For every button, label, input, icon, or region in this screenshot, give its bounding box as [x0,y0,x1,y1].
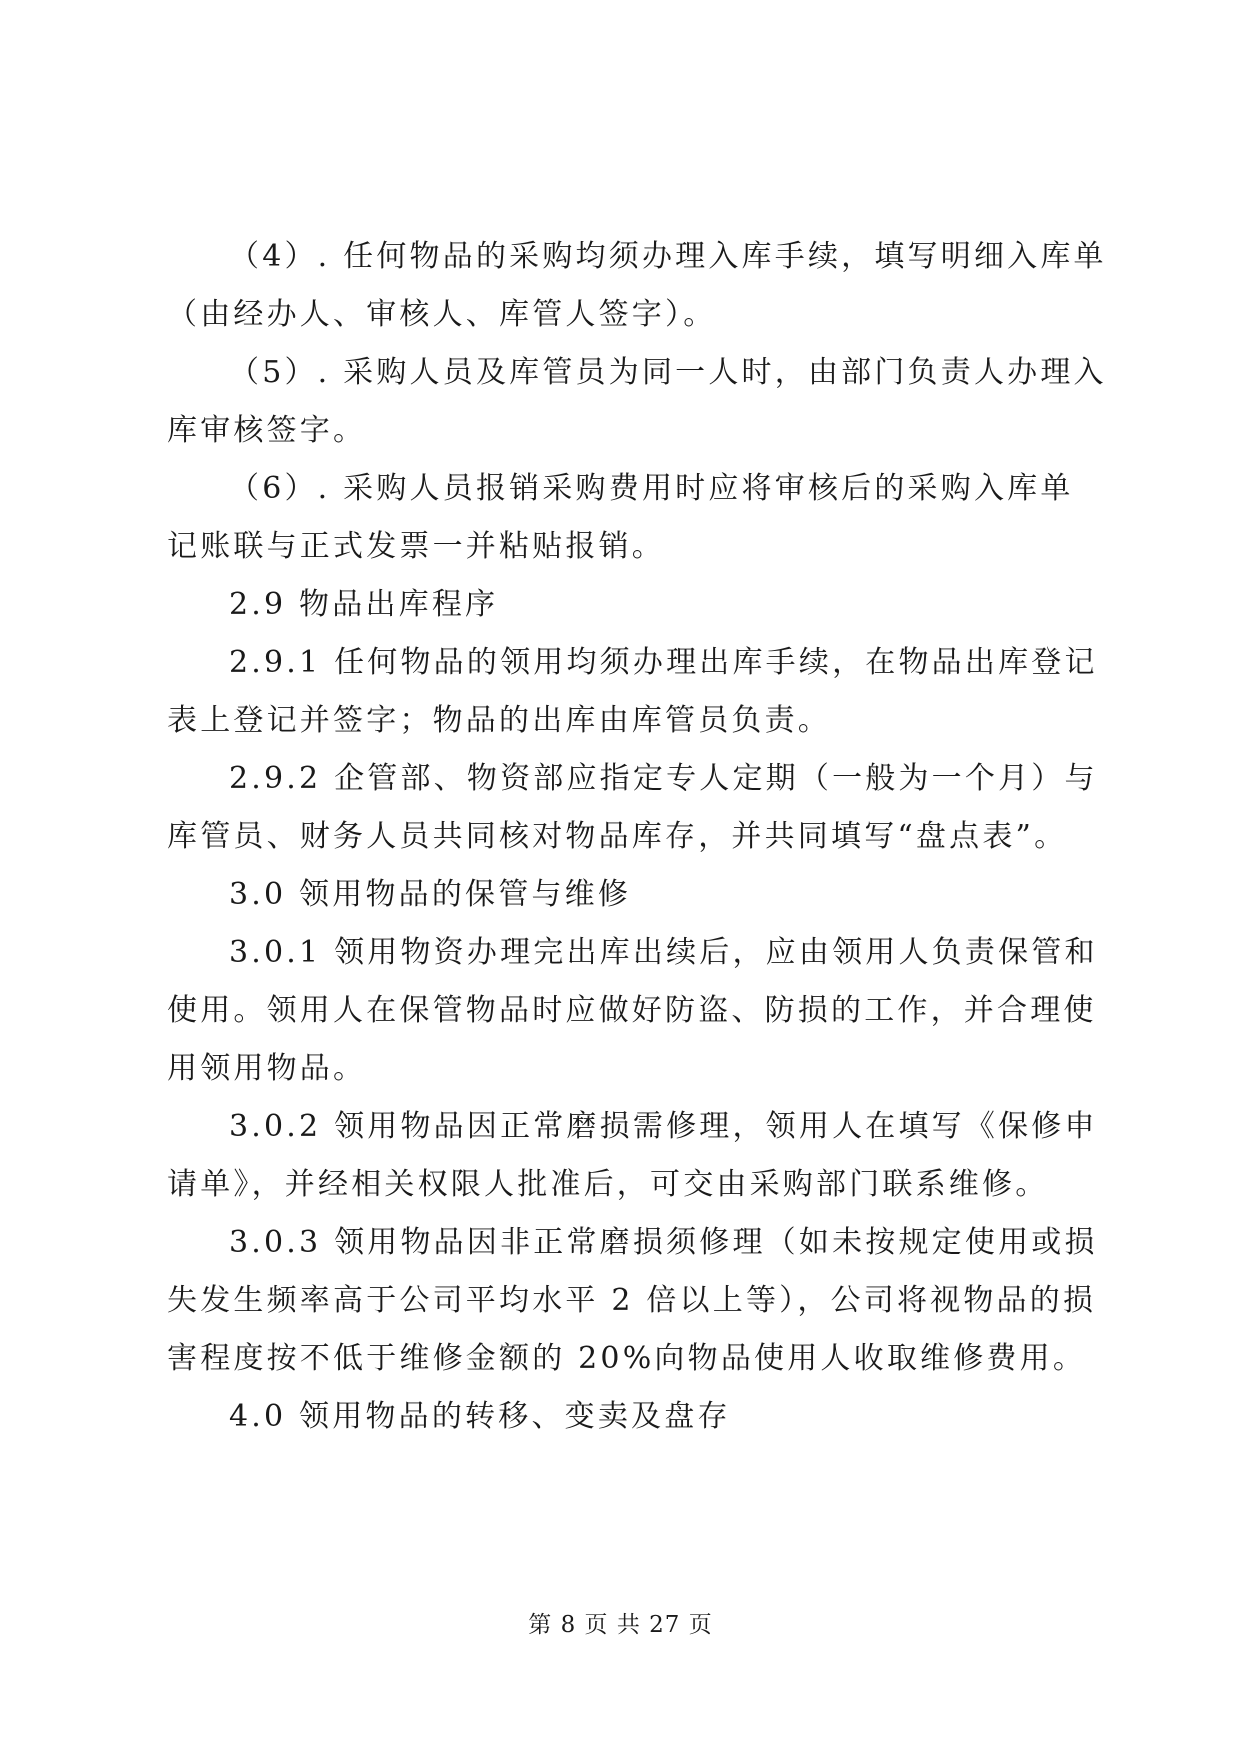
paragraph [167,1098,1098,1214]
paragraph-line: 用领用物品。 [167,1051,367,1086]
paragraph-line: 使用。领用人在保管物品时应做好防盗、防损的工作，并合理使 [167,993,1097,1028]
paragraph-line: （由经办人、审核人、库管人签字）。 [167,297,717,332]
paragraph-line: 记账联与正式发票一并粘贴报销。 [167,529,665,564]
paragraph-line: 害程度按不低于维修金额的 20%向物品使用人收取维修费用。 [167,1341,1087,1376]
paragraph [167,460,1080,576]
paragraph-line: 库管员、财务人员共同核对物品库存，并共同填写“盘点表”。 [167,819,1068,854]
paragraph [167,750,1098,866]
paragraph-line: 3.0.3 领用物品因非正常磨损须修理（如未按规定使用或损 [229,1225,1098,1260]
paragraph-line: 3.0.1 领用物资办理完出库出续后，应由领用人负责保管和 [229,935,1098,970]
paragraph [167,1214,1098,1388]
paragraph-line: 请单》，并经相关权限人批准后，可交由采购部门联系维修。 [167,1167,1049,1202]
paragraph-line: 库审核签字。 [167,413,367,448]
paragraph-line: 2.9 物品出库程序 [229,587,499,622]
paragraph-line: （4）. 任何物品的采购均须办理入库手续，填写明细入库单 [229,239,1107,274]
paragraph-line: 2.9.2 企管部、物资部应指定专人定期（一般为一个月）与 [229,761,1098,796]
paragraph [167,924,1098,1098]
page-footer: 第 8 页 共 27 页 [528,1612,713,1638]
paragraph-line: 4.0 领用物品的转移、变卖及盘存 [229,1399,731,1434]
paragraph [167,576,1080,634]
paragraph [167,866,1080,924]
paragraph [167,344,1107,460]
paragraph-line: 失发生频率高于公司平均水平 2 倍以上等），公司将视物品的损 [167,1283,1097,1318]
paragraph-line: 表上登记并签字；物品的出库由库管员负责。 [167,703,831,738]
paragraph [167,1388,1080,1446]
paragraph-line: （6）. 采购人员报销采购费用时应将审核后的采购入库单 [229,471,1074,506]
paragraph [167,634,1098,750]
document-body [167,228,1107,1446]
paragraph [167,228,1107,344]
paragraph-line: （5）. 采购人员及库管员为同一人时，由部门负责人办理入 [229,355,1107,390]
paragraph-line: 3.0 领用物品的保管与维修 [229,877,632,912]
paragraph-line: 2.9.1 任何物品的领用均须办理出库手续，在物品出库登记 [229,645,1098,680]
paragraph-line: 3.0.2 领用物品因正常磨损需修理，领用人在填写《保修申 [229,1109,1098,1144]
